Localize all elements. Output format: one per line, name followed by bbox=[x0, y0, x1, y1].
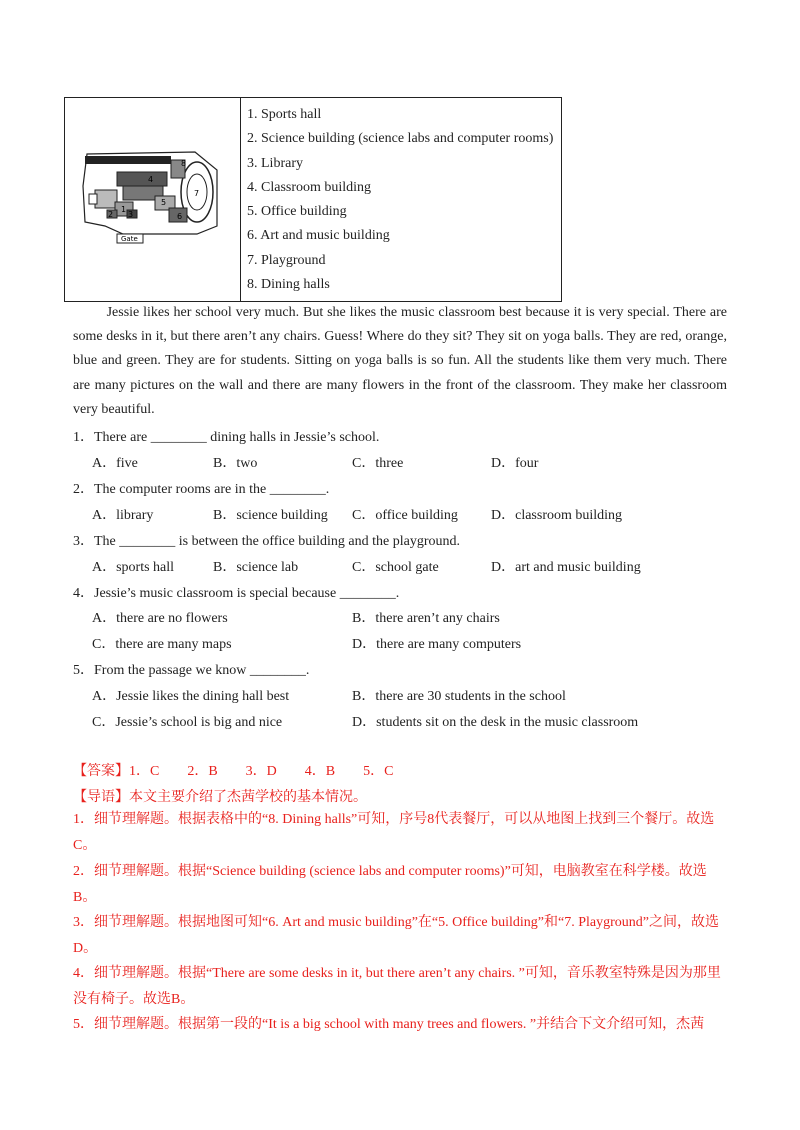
q1-option-a[interactable]: A．five bbox=[92, 456, 138, 471]
legend-item: 7. Playground bbox=[247, 252, 326, 268]
legend-item: 1. Sports hall bbox=[247, 107, 322, 122]
question-1: 1．There are ________ dining halls in Jessie’s school. bbox=[73, 430, 380, 445]
question-5: 5．From the passage we know ________. bbox=[73, 663, 310, 678]
legend-item: 4. Classroom building bbox=[247, 179, 372, 195]
question-3: 3．The ________ is between the office building and the playground. bbox=[73, 534, 460, 549]
q2-option-d[interactable]: D．classroom building bbox=[491, 508, 623, 523]
legend-item: 8. Dining halls bbox=[247, 277, 330, 293]
school-map-image bbox=[65, 98, 241, 303]
map-label-4: 4 bbox=[148, 175, 154, 184]
map-label-2: 2 bbox=[108, 210, 114, 219]
reading-passage: Jessie likes her school very much. But she likes the music classroom best because it is very special. There are some desks in it, but there aren’t any chairs. Guess! Where do they sit? They sit on yoga balls. They are red, orange, blue and green. They are for students. Sitting on yoga balls is so fun. All the students like them very much. There are many pictures on the wall and there are many flowers in the front of the classroom. They make her classroom very beautiful. bbox=[73, 305, 727, 417]
map-label-5: 5 bbox=[161, 198, 167, 207]
q2-option-c[interactable]: C．office building bbox=[352, 508, 458, 523]
q1-option-b[interactable]: B．two bbox=[213, 456, 258, 471]
q5-option-a[interactable]: A．Jessie likes the dining hall best bbox=[92, 689, 290, 704]
q5-option-c[interactable]: C．Jessie’s school is big and nice bbox=[92, 715, 283, 730]
q3-option-c[interactable]: C．school gate bbox=[352, 560, 439, 575]
map-label-1: 1 bbox=[121, 205, 127, 214]
q5-option-b[interactable]: B．there are 30 students in the school bbox=[352, 689, 566, 704]
q4-option-b[interactable]: B．there aren’t any chairs bbox=[352, 611, 500, 626]
q3-option-b[interactable]: B．science lab bbox=[213, 560, 299, 575]
q2-option-b[interactable]: B．science building bbox=[213, 508, 328, 523]
map-label-8: 8 bbox=[181, 159, 187, 168]
q3-option-a[interactable]: A．sports hall bbox=[92, 560, 175, 575]
gate-label: Gate bbox=[121, 235, 138, 243]
q4-option-a[interactable]: A．there are no flowers bbox=[92, 611, 228, 626]
school-map-table bbox=[64, 97, 562, 302]
explanation-2: 2．细节理解题。根据“Science building (science labs and computer rooms)”可知，电脑教室在科学楼。故选B。 bbox=[73, 864, 707, 905]
building-block-8-left bbox=[89, 194, 97, 204]
q1-option-c[interactable]: C．three bbox=[352, 456, 404, 471]
q1-option-d[interactable]: D．four bbox=[491, 456, 539, 471]
explanation-5: 5．细节理解题。根据第一段的“It is a big school with many trees and flowers. ”并结合下文介绍可知，杰茜 bbox=[73, 1017, 705, 1032]
building-block-4 bbox=[117, 172, 167, 186]
q2-option-a[interactable]: A．library bbox=[92, 508, 154, 523]
answer-key: 【答案】1．C 2．B 3．D 4．B 5．C bbox=[73, 764, 394, 779]
q4-option-c[interactable]: C．there are many maps bbox=[92, 637, 232, 652]
explanation-4: 4．细节理解题。根据“There are some desks in it, but there aren’t any chairs. ”可知，音乐教室特殊是因为那里没有椅子。故选B。 bbox=[73, 966, 721, 1007]
top-wall bbox=[85, 156, 171, 164]
question-4: 4．Jessie’s music classroom is special because ________. bbox=[73, 586, 400, 601]
legend-item: 2. Science building (science labs and computer rooms) bbox=[247, 131, 554, 147]
question-2: 2．The computer rooms are in the ________. bbox=[73, 482, 330, 497]
school-map-cell bbox=[65, 98, 241, 301]
map-legend bbox=[241, 98, 561, 301]
building-block-left bbox=[95, 190, 117, 208]
legend-item: 5. Office building bbox=[247, 204, 347, 220]
map-label-7: 7 bbox=[194, 189, 200, 198]
map-label-3: 3 bbox=[128, 210, 134, 219]
legend-item: 6. Art and music building bbox=[247, 228, 390, 244]
q5-option-d[interactable]: D．students sit on the desk in the music classroom bbox=[352, 715, 639, 730]
map-label-6: 6 bbox=[177, 212, 183, 221]
explanation-1: 1．细节理解题。根据表格中的“8. Dining halls”可知，序号8代表餐厅，可以从地图上找到三个餐厅。故选C。 bbox=[73, 812, 715, 853]
q4-option-d[interactable]: D．there are many computers bbox=[352, 637, 522, 652]
legend-item: 3. Library bbox=[247, 155, 303, 171]
q3-option-d[interactable]: D．art and music building bbox=[491, 560, 641, 575]
explanation-3: 3．细节理解题。根据地图可知“6. Art and music building”在“5. Office building”和“7. Playground”之间，故选D。 bbox=[73, 915, 719, 956]
guide-summary: 【导语】本文主要介绍了杰茜学校的基本情况。 bbox=[73, 790, 367, 805]
